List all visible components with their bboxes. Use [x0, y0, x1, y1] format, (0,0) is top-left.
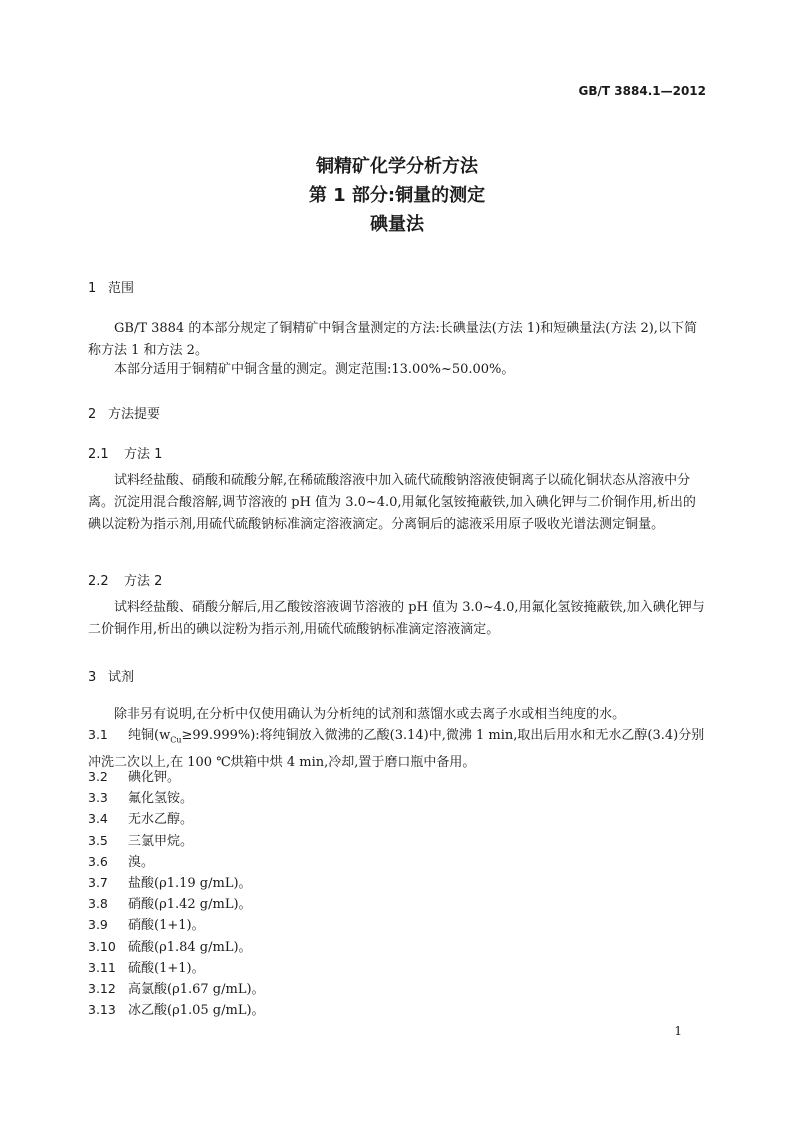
item-number: 3.3 — [88, 790, 108, 806]
item-number: 3.4 — [88, 811, 108, 827]
section-heading-3 — [88, 666, 134, 685]
section-number: 2.1 — [88, 447, 109, 462]
section-number: 2 — [88, 407, 97, 422]
item-number: 3.9 — [88, 917, 108, 933]
document-title-line3: 碘量法 — [370, 214, 424, 235]
section-number: 1 — [88, 281, 97, 296]
item-text: 氟化氢铵。 — [128, 791, 194, 807]
item-text: 无水乙醇。 — [128, 812, 194, 828]
item-text: 硝酸(1+1)。 — [128, 918, 205, 934]
item-number: 3.12 — [88, 981, 116, 996]
item-number: 3.6 — [88, 853, 108, 869]
item-text: 硫酸(ρ1.84 g/mL)。 — [128, 939, 252, 955]
paragraph: GB/T 3884 的本部分规定了铜精矿中铜含量测定的方法:长碘量法(方法 1)和短碘量法(方法 2),以下简称方法 1 和方法 2。 — [88, 321, 697, 358]
item-number: 3.8 — [88, 896, 108, 912]
list-item — [88, 957, 205, 976]
item-text: 三氯甲烷。 — [128, 833, 194, 849]
item-text-a: 纯铜(w — [128, 728, 171, 743]
paragraph: 试料经盐酸、硝酸和硫酸分解,在稀硫酸溶液中加入硫代硫酸钠溶液使铜离子以硫化铜状态从溶液中分离。沉淀用混合酸溶解,调节溶液的 pH 值为 3.0~4.0,用氟化氢铵掩蔽铁,加入碘化钾与二价铜作用,析出的碘以淀粉为指示剂,用硫代硫酸钠标准滴定溶液滴定。分离铜后的滤液采用原子吸收光谱法测定铜量。 — [88, 473, 696, 532]
document-title-line1: 铜精矿化学分析方法 — [316, 156, 478, 177]
section-title: 方法提要 — [108, 407, 161, 422]
item-number: 3.5 — [88, 832, 108, 848]
list-item — [88, 766, 180, 785]
list-item — [88, 893, 252, 912]
item-text: 溴。 — [128, 854, 155, 870]
item-number: 3.11 — [88, 959, 116, 975]
list-item — [88, 830, 193, 849]
section-number: 3 — [88, 670, 97, 685]
item-number: 3.1 — [88, 727, 108, 742]
section-title: 试剂 — [108, 670, 135, 685]
item-subscript: Cu — [170, 735, 182, 745]
list-item — [88, 999, 265, 1018]
list-item-3-1 — [88, 724, 708, 774]
list-item — [88, 936, 252, 955]
list-item — [88, 851, 154, 870]
list-item — [88, 914, 205, 933]
page-number: 1 — [674, 1024, 682, 1038]
list-item — [88, 872, 252, 891]
item-text: 碘化钾。 — [128, 770, 181, 785]
section-heading-1 — [88, 277, 134, 296]
subsection-heading-2-1 — [88, 443, 162, 462]
section-title: 范围 — [108, 281, 135, 296]
item-number: 3.7 — [88, 875, 108, 890]
item-text: 硫酸(1+1)。 — [128, 960, 205, 976]
section-title: 方法 2 — [124, 574, 163, 589]
subsection-heading-2-2 — [88, 570, 162, 589]
section-title: 方法 1 — [124, 447, 163, 462]
standard-number: GB/T 3884.1—2012 — [578, 84, 706, 98]
item-text: 冰乙酸(ρ1.05 g/mL)。 — [128, 1003, 265, 1019]
list-item — [88, 787, 193, 806]
paragraph: 试料经盐酸、硝酸分解后,用乙酸铵溶液调节溶液的 pH 值为 3.0~4.0,用氟化氢铵掩蔽铁,加入碘化钾与二价铜作用,析出的碘以淀粉为指示剂,用硫代硫酸钠标准滴定溶液滴定。 — [88, 600, 705, 637]
paragraph: 本部分适用于铜精矿中铜含量的测定。测定范围:13.00%~50.00%。 — [114, 362, 515, 377]
item-number: 3.13 — [88, 1002, 116, 1018]
list-item — [88, 808, 193, 827]
item-text-b: ≥99.999%):将纯铜放入微沸的乙酸(3.14)中,微沸 1 min,取出后用水和无水乙醇(3.4)分别冲洗二次以上,在 100 ℃烘箱中烘 4 min,冷却,置于磨口瓶中备用。 — [88, 728, 705, 770]
item-number: 3.2 — [88, 769, 108, 784]
section-number: 2.2 — [88, 574, 109, 589]
section-heading-2 — [88, 403, 160, 422]
paragraph: 除非另有说明,在分析中仅使用确认为分析纯的试剂和蒸馏水或去离子水或相当纯度的水。 — [114, 707, 626, 722]
item-text: 盐酸(ρ1.19 g/mL)。 — [128, 876, 252, 891]
item-text: 高氯酸(ρ1.67 g/mL)。 — [128, 982, 265, 997]
item-text: 硝酸(ρ1.42 g/mL)。 — [128, 897, 252, 913]
list-item — [88, 978, 265, 997]
item-number: 3.10 — [88, 938, 116, 954]
document-title-line2: 第 1 部分:铜量的测定 — [308, 185, 486, 206]
